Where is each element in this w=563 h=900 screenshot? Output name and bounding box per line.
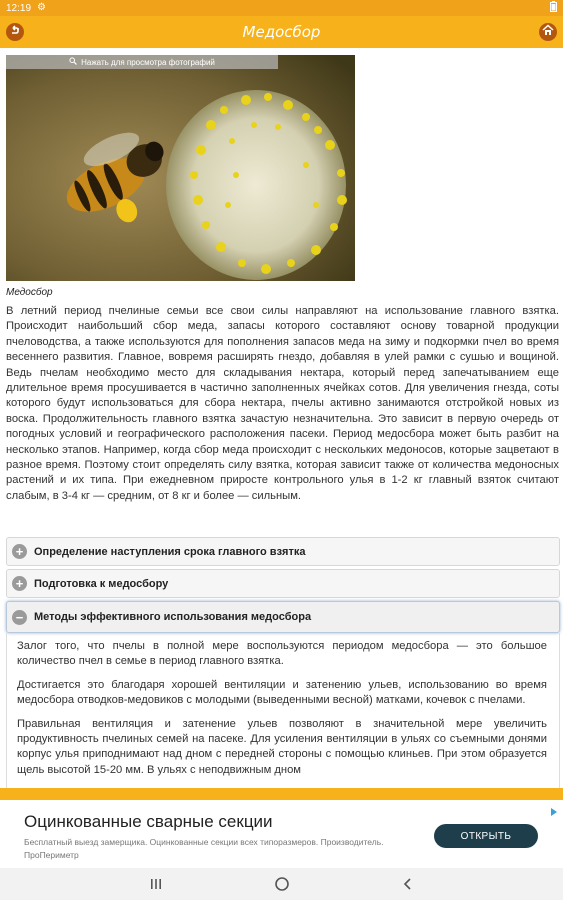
home-button[interactable] [539, 23, 557, 41]
ad-choices-icon[interactable] [549, 804, 559, 814]
back-arrow-icon [9, 23, 21, 41]
plus-icon: + [12, 576, 27, 591]
bee-photo[interactable] [6, 55, 355, 281]
home-icon [542, 23, 554, 41]
ad-open-button[interactable]: ОТКРЫТЬ [434, 824, 538, 848]
panel-paragraph: Достигается это благодаря хорошей вентиляции и затенению ульев, использованию во время медосбора отводков-медовиков с молодыми (выведенными весной) матками, кочевок с пчелами. [17, 678, 547, 707]
photo-caption: Медосбор [6, 287, 53, 298]
article-content [0, 48, 563, 788]
recents-icon[interactable] [148, 876, 164, 892]
ad-banner[interactable] [0, 800, 563, 868]
gear-icon: ⚙ [37, 2, 46, 13]
status-bar [0, 0, 563, 16]
home-circle-icon[interactable] [274, 876, 290, 892]
section-title: Определение наступления срока главного взятка [34, 545, 306, 558]
section-determine-harvest-start[interactable] [6, 537, 560, 566]
photo-hint-text: Нажать для просмотра фотографий [81, 57, 215, 67]
bee-photo-image [6, 55, 355, 281]
status-right [550, 1, 557, 15]
panel-paragraph: Залог того, что пчелы в полной мере воспользуются периодом медосбора — это большое количество пчел в семье в период главного взятка. [17, 640, 547, 668]
back-button[interactable] [6, 23, 24, 41]
expanded-section-panel [6, 633, 560, 788]
section-harvest-preparation[interactable] [6, 569, 560, 598]
section-title: Подготовка к медосбору [34, 577, 169, 590]
back-chevron-icon[interactable] [400, 876, 416, 892]
system-navbar [0, 868, 563, 900]
status-time: 12:19 [6, 2, 32, 14]
ad-title[interactable]: Оцинкованные сварные секции [24, 812, 273, 831]
battery-icon [550, 1, 557, 15]
app-title: Медосбор [242, 23, 321, 41]
panel-paragraph: Правильная вентиляция и затенение ульев позволяют в значительной мере увеличить продуктивность пчелиных семей на пасеке. Для усиления вентиляции в ульях со съемными донями корпус улья приподнимают над дном с передней стороны с помощью клиньев. При этом образуется щель высотой 15-20 мм. В ульях с неподвижным дном [17, 717, 547, 776]
magnifier-icon [69, 57, 77, 67]
section-efficient-methods[interactable] [6, 601, 560, 633]
minus-icon: − [12, 610, 27, 625]
photo-hint[interactable] [6, 55, 278, 69]
plus-icon: + [12, 544, 27, 559]
intro-paragraph: В летний период пчелиные семьи все свои силы направляют на использование главного взятка. Происходит наибольший сбор меда, запасы которого составляют основу товарной продукции пчеловодства, а также используются для пополнения запасов меда на зиму и подкормки пчел во время весеннего развития. Главное, вовремя расширять гнездо, добавляя в улей рамки с сушью и вощиной. Ведь пчелам необходимо место для складывания нектара, который перед запечатыванием еще длительное время просушивается в частично заполненных ячейках сотов. Для увеличения гнезда, соты которого будут использоваться для сбора нектара, пчелы активно занимаются отстройкой новых из воска. Продолжительность главного взятка зачастую незначительна. Это зависит в первую очередь от погодных условий и географического расположения пасеки. Период медосбора может быть разбит на несколько этапов. Например, когда сбор меда происходит с нескольких медоносов, которые зацветают в разное время. Поэтому стоит определять силу взятка, которая зависит также от количества медоносных растений и их типа. При ежедневном приросте контрольного улья в 1-2 кг главный взяток считают слабым, в 3-4 кг — средним, от 8 кг и более — сильным. [6, 305, 559, 502]
section-title: Методы эффективного использования медосбора [34, 611, 312, 623]
status-left [6, 3, 46, 14]
ad-description: Бесплатный выезд замерщика. Оцинкованные секции всех типоразмеров. Производитель. ПроПериметр [24, 837, 384, 860]
app-bar [0, 16, 563, 48]
ad-divider [0, 788, 563, 800]
